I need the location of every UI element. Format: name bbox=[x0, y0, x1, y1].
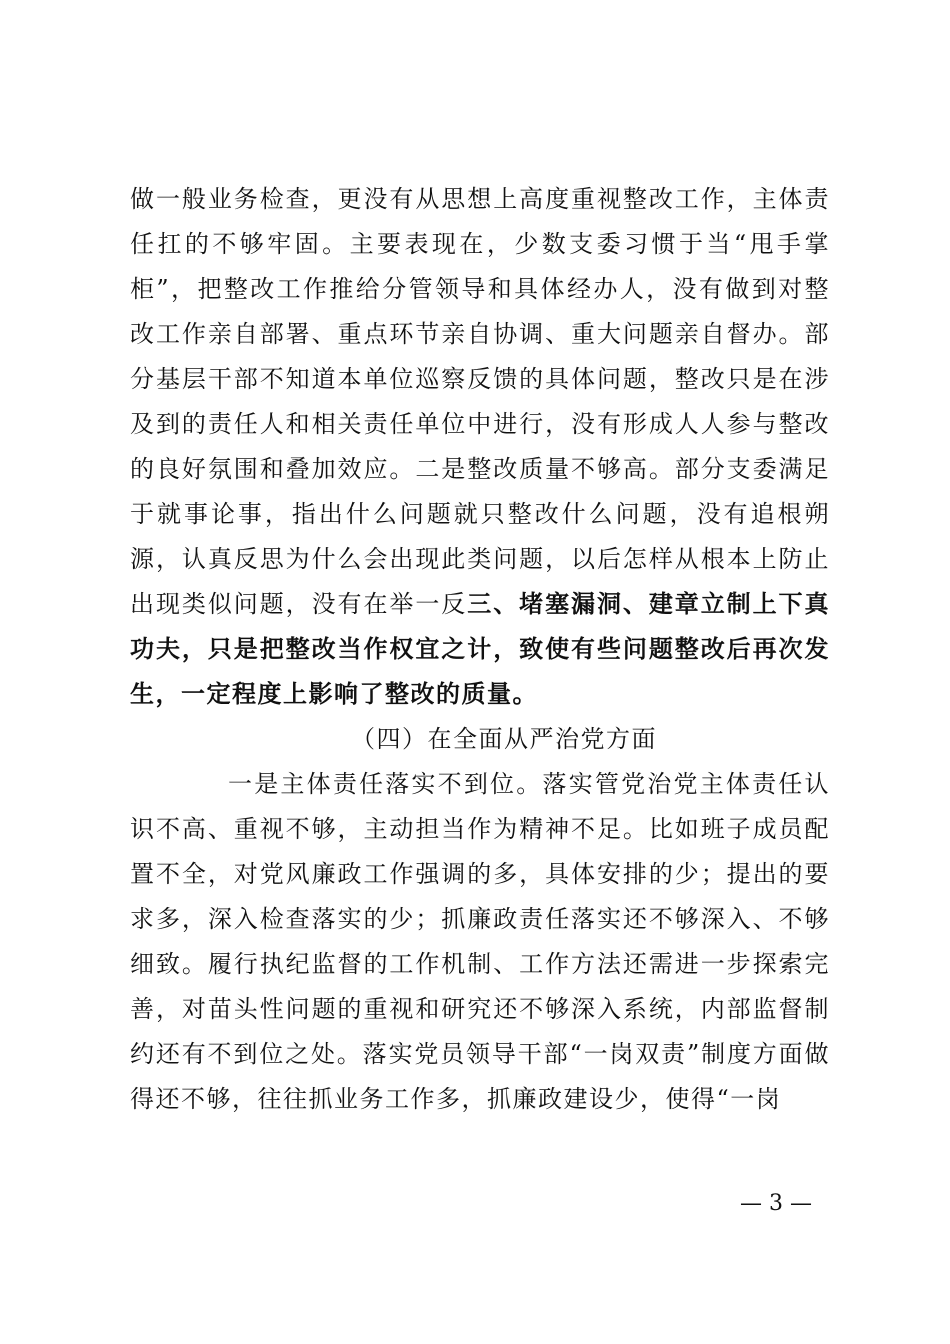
paragraph-bold-text: 三、堵塞漏洞、建章立制上下真功夫，只是把整改当作权宜之计，致使有些问题整改后再次发生，一定程度上影响了整改的质量。 bbox=[130, 590, 830, 708]
paragraph-regular-text: 做一般业务检查，更没有从思想上高度重视整改工作，主体责任扛的不够牢固。主要表现在，少数支委习惯于当“甩手掌柜”，把整改工作推给分管领导和具体经办人，没有做到对整改工作亲自部署、重点环节亲自协调、重大问题亲自督办。部分基层干部不知道本单位巡察反馈的具体问题，整改只是在涉及到的责任人和相关责任单位中进行，没有形成人人参与整改的良好氛围和叠加效应。二是整改质量不够高。部分支委满足于就事论事，指出什么问题就只整改什么问题，没有追根朔源，认真反思为什么会出现此类问题，以后怎样从根本上防止出现类似问题，没有在举一反 bbox=[130, 185, 830, 618]
paragraph-main-responsibility: 一是主体责任落实不到位。落实管党治党主体责任认识不高、重视不够，主动担当作为精神不足。比如班子成员配置不全，对党风廉政工作强调的多，具体安排的少；提出的要求多，深入检查落实的少；抓廉政责任落实还不够深入、不够细致。履行执纪监督的工作机制、工作方法还需进一步探索完善，对苗头性问题的重视和研究还不够深入系统，内部监督制约还有不到位之处。落实党员领导干部“一岗双责”制度方面做得还不够，往往抓业务工作多，抓廉政建设少，使得“一岗 bbox=[130, 770, 830, 1113]
section-heading: （四）在全面从严治党方面 bbox=[351, 725, 657, 753]
page-number: — 3 — bbox=[740, 1191, 812, 1216]
document-body bbox=[130, 177, 830, 1122]
paragraph-continuation bbox=[130, 177, 830, 717]
